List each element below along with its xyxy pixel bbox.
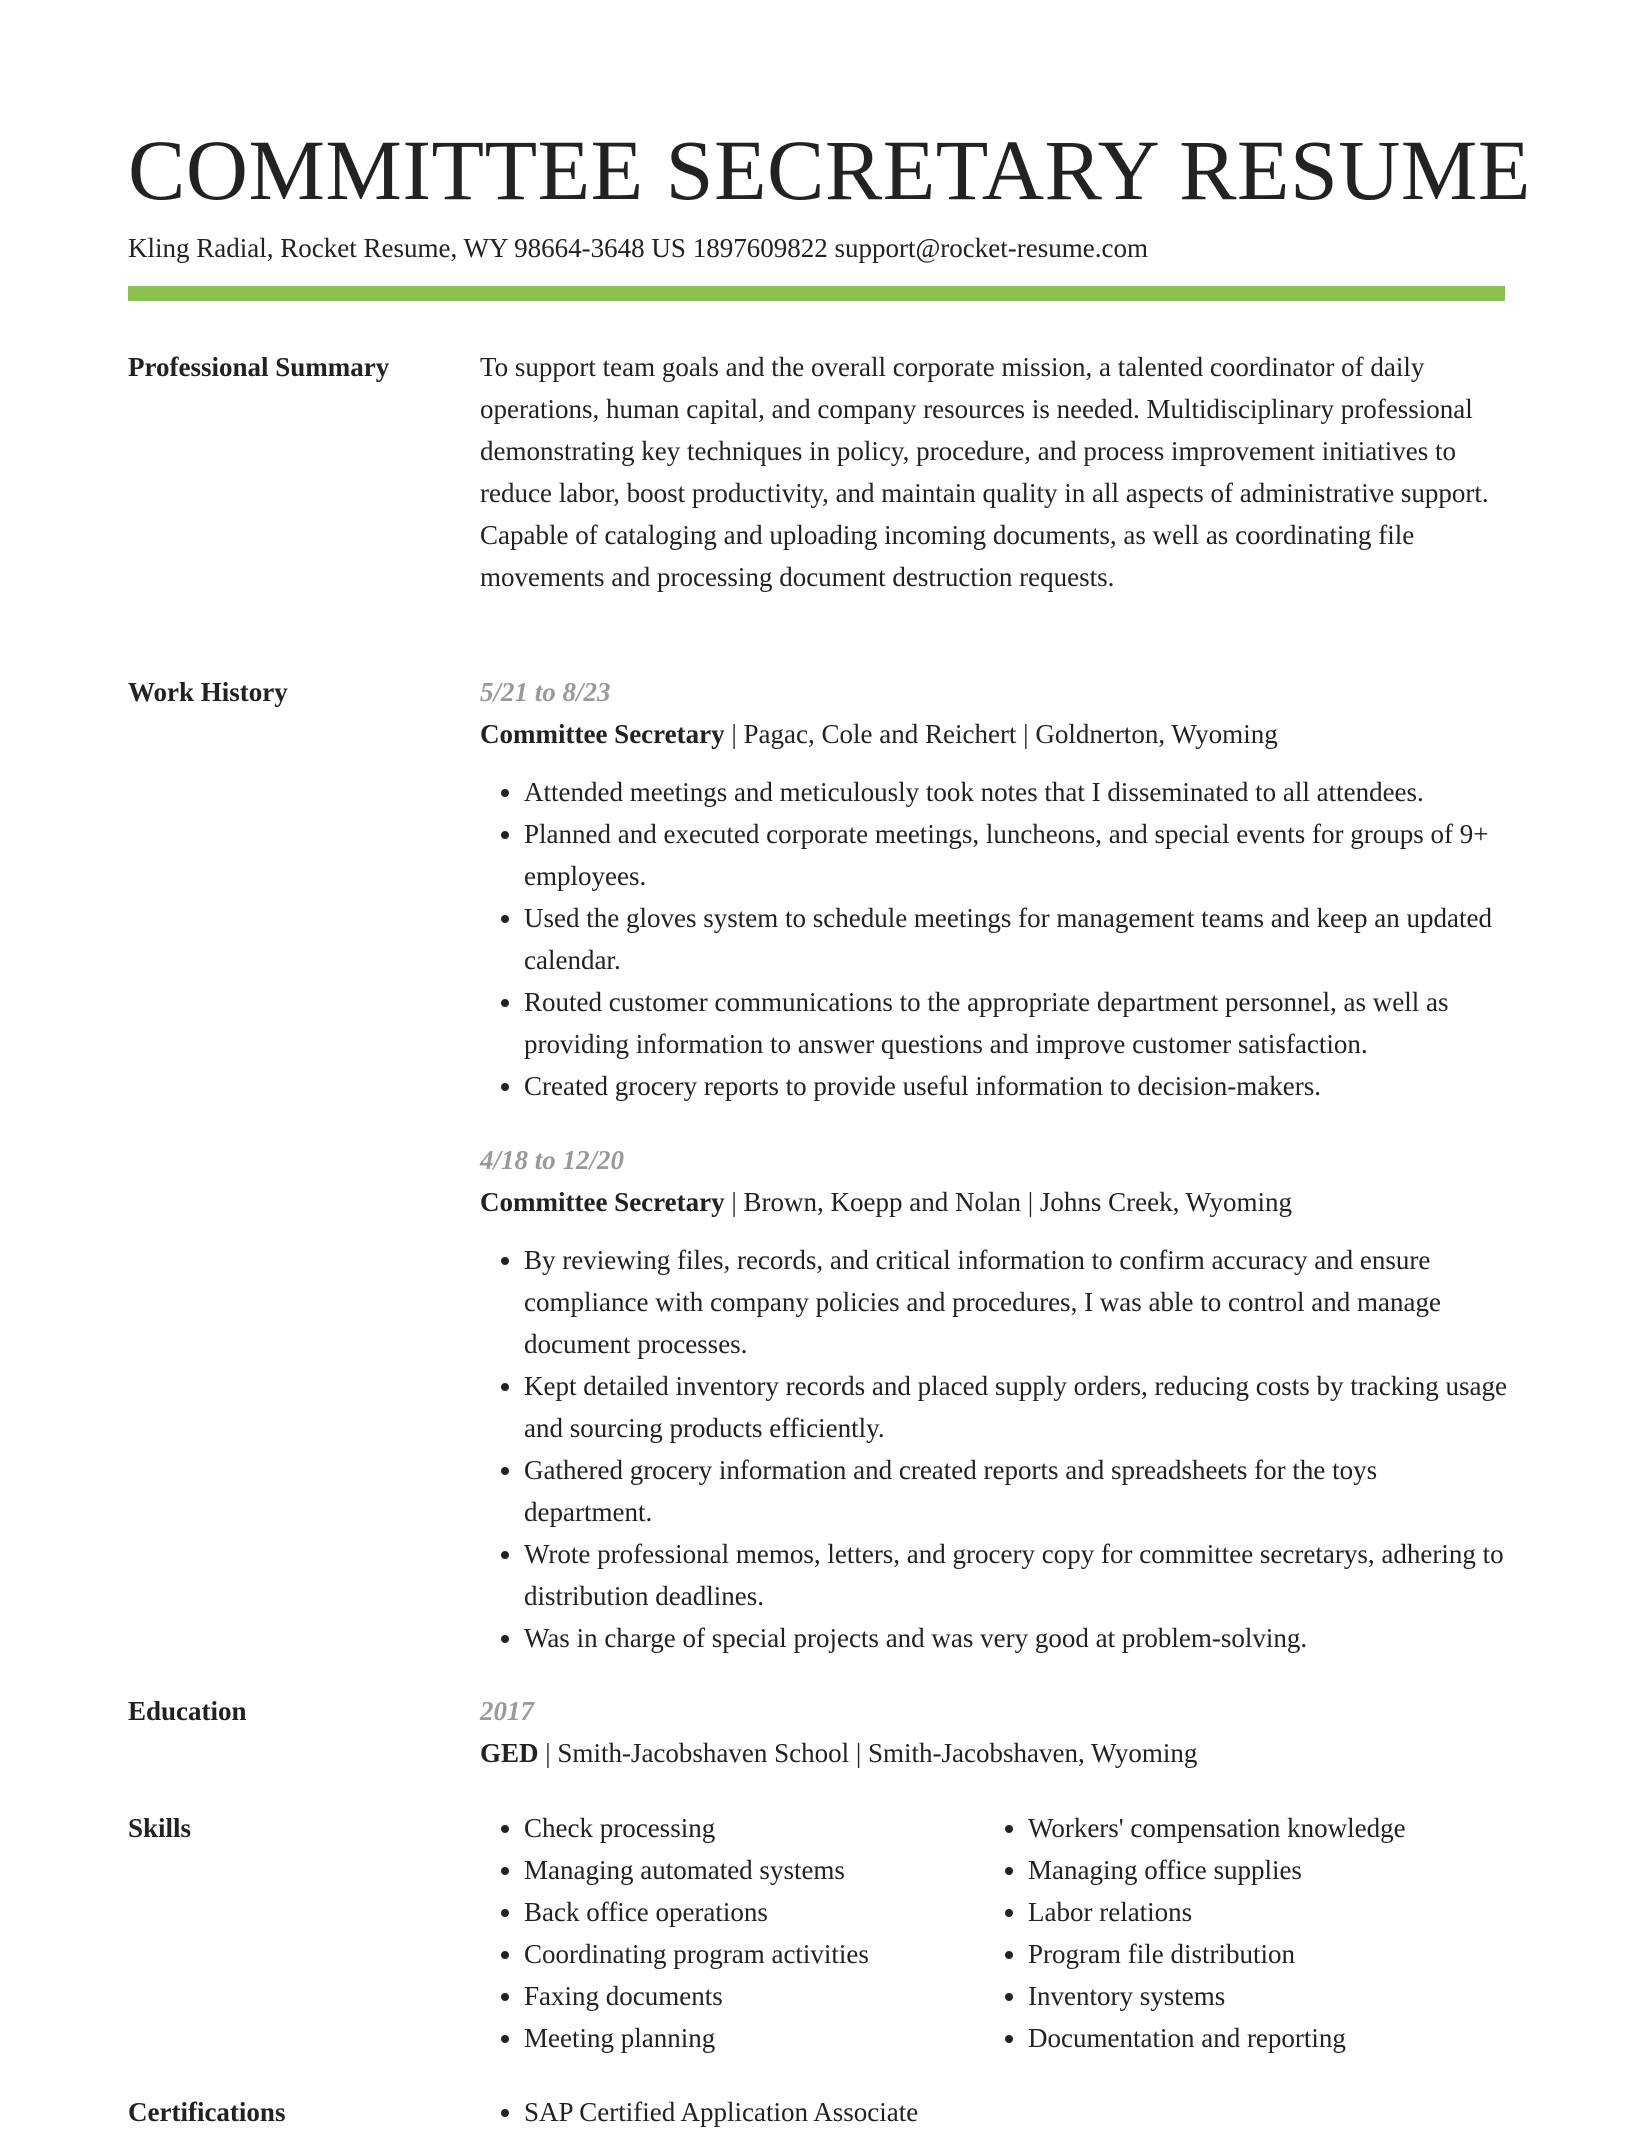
job-bullets <box>480 1239 1510 1659</box>
job-bullet: • Routed customer communications to the appropriate department personnel, as well as providing information to answer questions and improve customer satisfaction. <box>524 981 1510 1065</box>
job-entry <box>480 1139 1510 1659</box>
skill-item: • Managing automated systems <box>524 1849 984 1891</box>
skills-body <box>480 1807 1510 2059</box>
job-bullet: • Used the gloves system to schedule meetings for management teams and keep an updated calendar. <box>524 897 1510 981</box>
certifications-list <box>480 2091 1510 2133</box>
skill-item: • Inventory systems <box>1028 1975 1488 2017</box>
skill-item: • Faxing documents <box>524 1975 984 2017</box>
section-label-education: Education <box>128 1696 247 1726</box>
job-heading <box>480 713 1510 755</box>
education-heading <box>480 1732 1510 1774</box>
skill-item: • Labor relations <box>1028 1891 1488 1933</box>
job-bullet: • Gathered grocery information and created reports and spreadsheets for the toys department. <box>524 1449 1510 1533</box>
skill-item: • Back office operations <box>524 1891 984 1933</box>
job-entry <box>480 671 1510 1107</box>
summary-body <box>480 346 1510 598</box>
job-bullet: • Kept detailed inventory records and placed supply orders, reducing costs by tracking usage and sourcing products efficiently. <box>524 1365 1510 1449</box>
job-bullet: • Planned and executed corporate meetings, luncheons, and special events for groups of 9+ employees. <box>524 813 1510 897</box>
education-year: 2017 <box>480 1696 534 1726</box>
skill-item: • Documentation and reporting <box>1028 2017 1488 2059</box>
section-label-skills: Skills <box>128 1813 192 1843</box>
education-body <box>480 1690 1510 1774</box>
job-title: Committee Secretary <box>480 1187 725 1217</box>
job-dates: 4/18 to 12/20 <box>480 1145 625 1175</box>
contact-line: Kling Radial, Rocket Resume, WY 98664-3648 US 1897609822 support@rocket-resume.com <box>128 233 1148 263</box>
certification-item: • SAP Certified Application Associate <box>524 2091 1510 2133</box>
accent-divider <box>128 286 1505 301</box>
job-bullet: • By reviewing files, records, and critical information to confirm accuracy and ensure compliance with company policies and procedures, I was able to control and manage document processes. <box>524 1239 1510 1365</box>
skills-list-right <box>984 1807 1488 2059</box>
skill-item: • Check processing <box>524 1807 984 1849</box>
skill-item: • Workers' compensation knowledge <box>1028 1807 1488 1849</box>
work-history-body <box>480 671 1510 1659</box>
job-heading <box>480 1181 1510 1223</box>
job-title: Committee Secretary <box>480 719 725 749</box>
job-details: | Brown, Koepp and Nolan | Johns Creek, Wyoming <box>724 1187 1292 1217</box>
job-details: | Pagac, Cole and Reichert | Goldnerton, Wyoming <box>724 719 1278 749</box>
section-label-summary: Professional Summary <box>128 352 390 382</box>
resume-title: COMMITTEE SECRETARY RESUME <box>128 122 1531 218</box>
education-details: | Smith-Jacobshaven School | Smith-Jacobshaven, Wyoming <box>538 1738 1198 1768</box>
skill-item: • Coordinating program activities <box>524 1933 984 1975</box>
skills-list-left <box>480 1807 984 2059</box>
job-bullet: • Attended meetings and meticulously took notes that I disseminated to all attendees. <box>524 771 1510 813</box>
job-dates: 5/21 to 8/23 <box>480 677 611 707</box>
job-bullet: • Created grocery reports to provide useful information to decision-makers. <box>524 1065 1510 1107</box>
job-bullet: • Was in charge of special projects and was very good at problem-solving. <box>524 1617 1510 1659</box>
certifications-body <box>480 2091 1510 2133</box>
skill-item: • Meeting planning <box>524 2017 984 2059</box>
skills-columns <box>480 1807 1510 2059</box>
section-label-work-history: Work History <box>128 677 288 707</box>
skill-item: • Program file distribution <box>1028 1933 1488 1975</box>
section-label-certifications: Certifications <box>128 2097 286 2127</box>
job-bullets <box>480 771 1510 1107</box>
skill-item: • Managing office supplies <box>1028 1849 1488 1891</box>
job-bullet: • Wrote professional memos, letters, and grocery copy for committee secretarys, adhering to distribution deadlines. <box>524 1533 1510 1617</box>
education-degree: GED <box>480 1738 539 1768</box>
summary-text: To support team goals and the overall corporate mission, a talented coordinator of daily operations, human capital, and company resources is needed. Multidisciplinary professional demonstrating key techniques in policy, procedure, and process improvement initiatives to reduce labor, boost productivity, and maintain quality in all aspects of administrative support. Capable of cataloging and uploading incoming documents, as well as coordinating file movements and processing document destruction requests. <box>480 352 1489 592</box>
